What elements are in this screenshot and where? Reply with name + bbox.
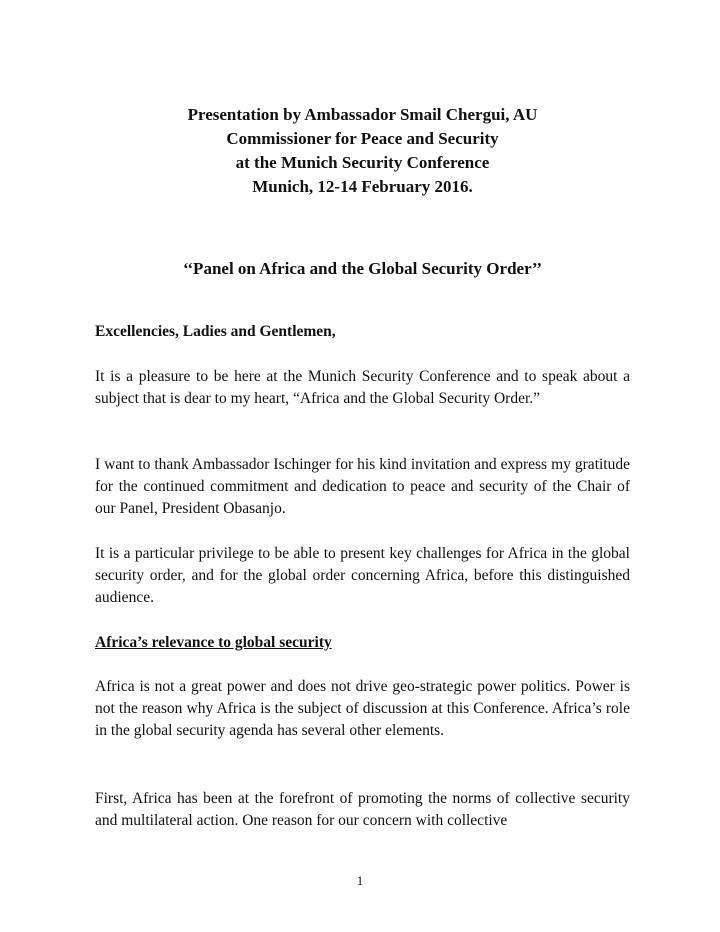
title-line: Commissioner for Peace and Security: [226, 129, 499, 148]
title-line: at the Munich Security Conference: [235, 153, 490, 172]
page-number: 1: [356, 873, 364, 888]
section-heading: Africa’s relevance to global security: [95, 634, 332, 651]
paragraph: I want to thank Ambassador Ischinger for his kind invitation and express my gratitude for the continued commitment and dedication to peace and security of the Chair of our Panel, President Obasanjo.: [95, 456, 630, 517]
paragraph: First, Africa has been at the forefront of promoting the norms of collective security and multilateral action. One reason for our concern with collective: [95, 790, 630, 829]
salutation: Excellencies, Ladies and Gentlemen,: [95, 323, 336, 340]
title-line: Presentation by Ambassador Smail Chergui, AU: [187, 105, 538, 124]
title-line: Munich, 12-14 February 2016.: [252, 177, 473, 196]
paragraph: It is a pleasure to be here at the Munich Security Conference and to speak about a subject that is dear to my heart, “Africa and the Global Security Order.”: [95, 368, 630, 407]
paragraph: Africa is not a great power and does not drive geo-strategic power politics. Power is not the reason why Africa is the subject of discussion at this Conference. Africa’s role in the global security agenda has several other elements.: [95, 678, 630, 739]
document-title: [95, 103, 630, 199]
panel-title: ‘‘Panel on Africa and the Global Security Order’’: [183, 259, 542, 278]
paragraph: It is a particular privilege to be able to present key challenges for Africa in the global security order, and for the global order concerning Africa, before this distinguished audience.: [95, 545, 630, 606]
